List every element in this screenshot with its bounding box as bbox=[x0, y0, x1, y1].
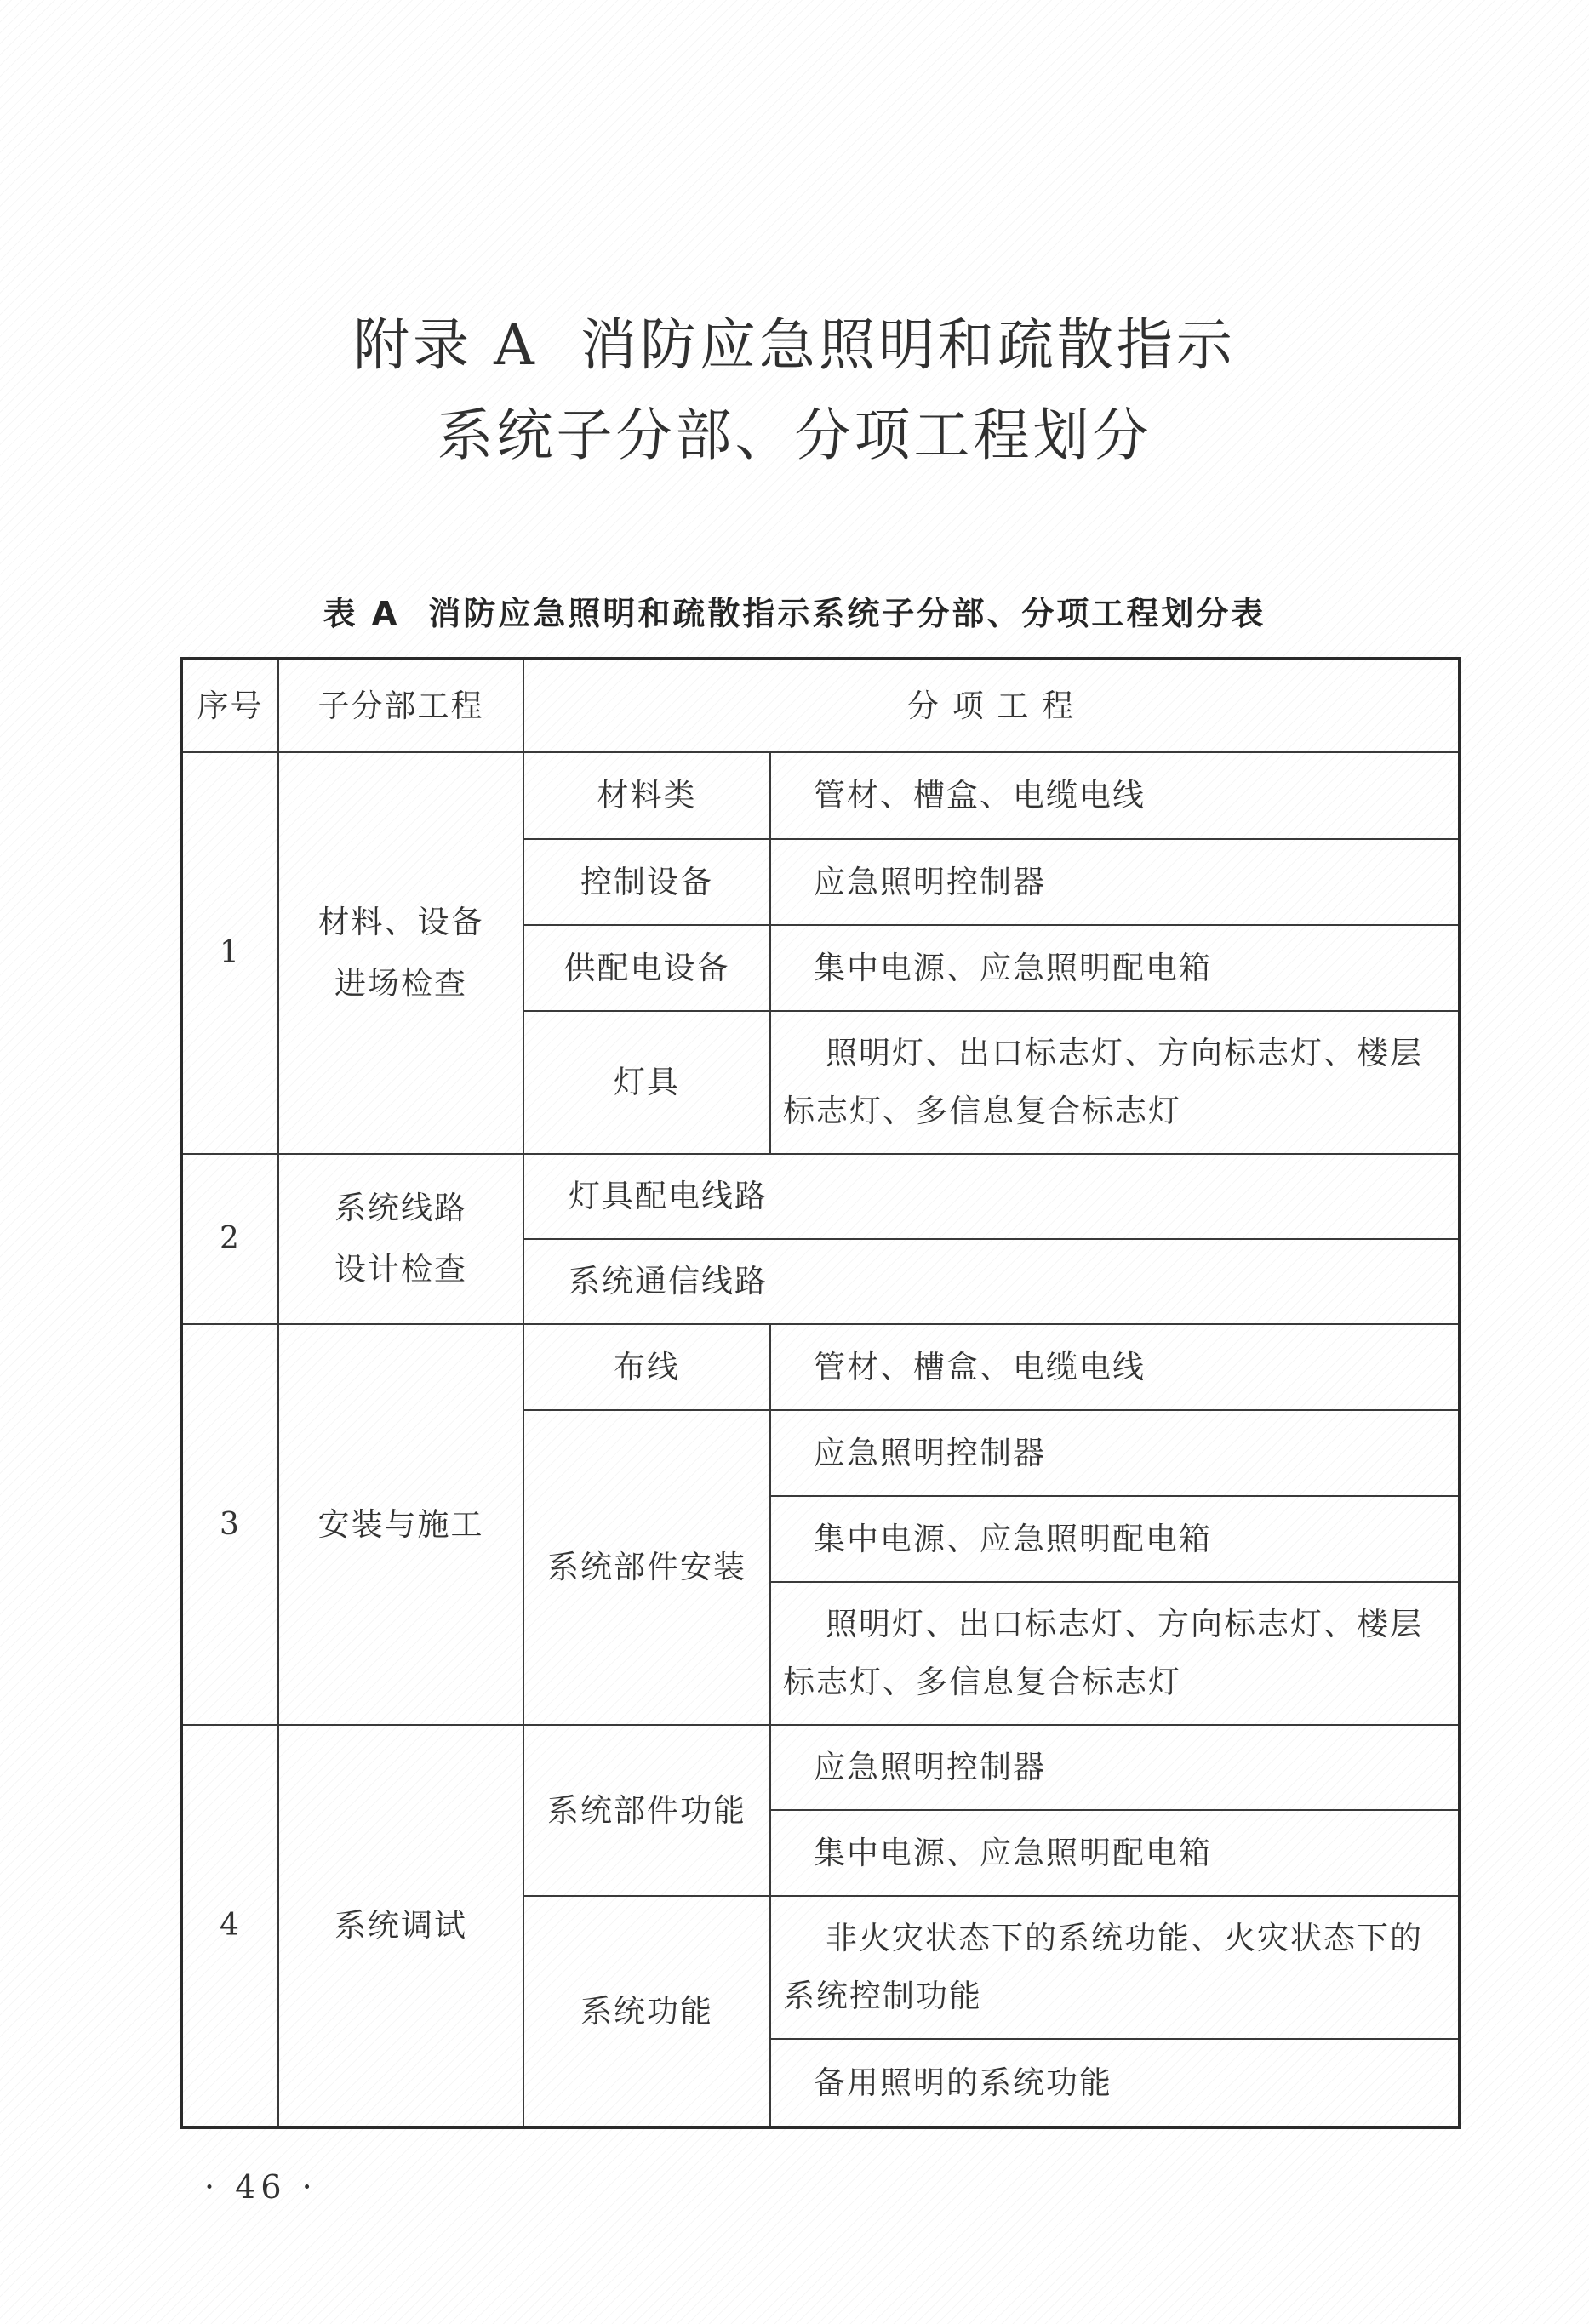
group-name: 控制设备 bbox=[523, 839, 770, 925]
subsection-table bbox=[180, 657, 1461, 2129]
header-seq: 序号 bbox=[181, 659, 278, 752]
item-cell: 应急照明控制器 bbox=[770, 839, 1460, 925]
group-name: 系统部件安装 bbox=[523, 1410, 770, 1725]
row-seq: 1 bbox=[181, 752, 278, 1154]
page-number: · 46 · bbox=[204, 2168, 317, 2206]
item-cell: 管材、槽盒、电缆电线 bbox=[770, 1324, 1460, 1410]
group-name: 布线 bbox=[523, 1324, 770, 1410]
item-cell: 集中电源、应急照明配电箱 bbox=[770, 1496, 1460, 1582]
group-name: 灯具 bbox=[523, 1011, 770, 1154]
item-cell: 照明灯、出口标志灯、方向标志灯、楼层标志灯、多信息复合标志灯 bbox=[770, 1011, 1460, 1154]
item-cell: 备用照明的系统功能 bbox=[770, 2039, 1460, 2127]
appendix-title-line-1 bbox=[0, 300, 1589, 380]
item-cell: 照明灯、出口标志灯、方向标志灯、楼层标志灯、多信息复合标志灯 bbox=[770, 1582, 1460, 1725]
table-caption bbox=[0, 587, 1589, 634]
row-subsection-line: 设计检查 bbox=[334, 1251, 467, 1288]
table-row bbox=[181, 1154, 1460, 1239]
header-subsection: 子分部工程 bbox=[278, 659, 523, 752]
item-cell: 应急照明控制器 bbox=[770, 1410, 1460, 1496]
table-caption-text: 消防应急照明和疏散指示系统子分部、分项工程划分表 bbox=[428, 595, 1266, 632]
table-caption-label: 表 A bbox=[323, 595, 400, 632]
group-name: 材料类 bbox=[523, 752, 770, 839]
row-subsection bbox=[278, 1154, 523, 1324]
table-row bbox=[181, 752, 1460, 839]
row-subsection: 系统调试 bbox=[278, 1725, 523, 2127]
appendix-title-line-2: 系统子分部、分项工程划分 bbox=[437, 403, 1152, 468]
table-row bbox=[181, 1324, 1460, 1410]
row-seq: 2 bbox=[181, 1154, 278, 1324]
appendix-title-main: 消防应急照明和疏散指示 bbox=[580, 312, 1236, 378]
item-cell: 集中电源、应急照明配电箱 bbox=[770, 1810, 1460, 1896]
group-name: 系统功能 bbox=[523, 1896, 770, 2127]
item-cell: 管材、槽盒、电缆电线 bbox=[770, 752, 1460, 839]
group-name: 系统部件功能 bbox=[523, 1725, 770, 1896]
appendix-label: 附录 A bbox=[353, 312, 538, 378]
row-subsection bbox=[278, 752, 523, 1154]
item-cell: 非火灾状态下的系统功能、火灾状态下的系统控制功能 bbox=[770, 1896, 1460, 2039]
row-subsection-line: 进场检查 bbox=[334, 965, 467, 1002]
row-subsection-line: 材料、设备 bbox=[317, 904, 484, 940]
item-cell: 灯具配电线路 bbox=[523, 1154, 1460, 1239]
row-subsection-line: 系统线路 bbox=[334, 1190, 467, 1226]
table-header-row bbox=[181, 659, 1460, 752]
row-seq: 4 bbox=[181, 1725, 278, 2127]
row-seq: 3 bbox=[181, 1324, 278, 1725]
header-items: 分 项 工 程 bbox=[523, 659, 1460, 752]
row-subsection: 安装与施工 bbox=[278, 1324, 523, 1725]
group-name: 供配电设备 bbox=[523, 925, 770, 1011]
item-cell: 集中电源、应急照明配电箱 bbox=[770, 925, 1460, 1011]
item-cell: 系统通信线路 bbox=[523, 1239, 1460, 1324]
table-row bbox=[181, 1725, 1460, 1810]
item-cell: 应急照明控制器 bbox=[770, 1725, 1460, 1810]
